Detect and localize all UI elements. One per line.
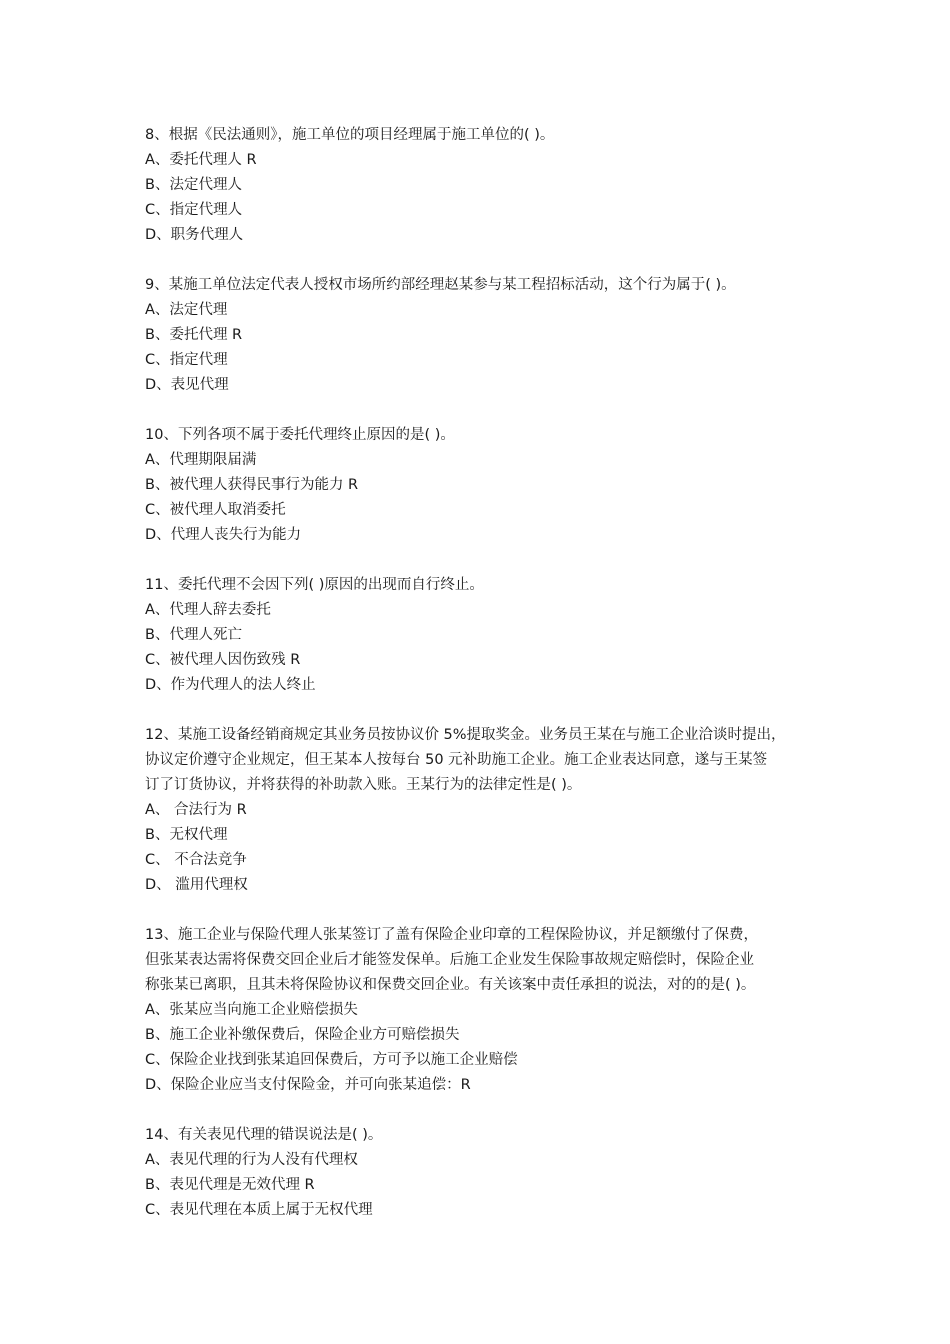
- question-stem-line-1: 12、某施工设备经销商规定其业务员按协议价 5%提取奖金。业务员王某在与施工企业洽谈时提出，: [145, 727, 786, 743]
- option-b: B、委托代理 R: [145, 327, 243, 343]
- option-c: C、指定代理人: [145, 202, 243, 218]
- option-c: C、指定代理: [145, 352, 228, 368]
- question-12: [145, 723, 875, 898]
- question-13: [145, 923, 875, 1098]
- option-b: B、施工企业补缴保费后，保险企业方可赔偿损失: [145, 1027, 460, 1043]
- option-d: D、职务代理人: [145, 227, 244, 243]
- question-stem-line-3: 订了订货协议，并将获得的补助款入账。王某行为的法律定性是( )。: [145, 777, 582, 793]
- option-a: A、法定代理: [145, 302, 228, 318]
- option-d: D、代理人丧失行为能力: [145, 527, 302, 543]
- question-stem: 14、有关表见代理的错误说法是( )。: [145, 1127, 383, 1143]
- option-a: A、 合法行为 R: [145, 802, 247, 818]
- option-a: A、张某应当向施工企业赔偿损失: [145, 1002, 358, 1018]
- question-14: [145, 1123, 875, 1223]
- question-stem: 9、某施工单位法定代表人授权市场所约部经理赵某参与某工程招标活动，这个行为属于( )。: [145, 277, 736, 293]
- question-10: [145, 423, 875, 548]
- option-d: D、表见代理: [145, 377, 229, 393]
- option-b: B、代理人死亡: [145, 627, 242, 643]
- option-d: D、 滥用代理权: [145, 877, 248, 893]
- option-b: B、法定代理人: [145, 177, 242, 193]
- option-a: A、代理期限届满: [145, 452, 257, 468]
- option-b: B、无权代理: [145, 827, 228, 843]
- document-page: [145, 123, 875, 1248]
- question-11: [145, 573, 875, 698]
- option-a: A、委托代理人 R: [145, 152, 257, 168]
- question-stem-line-1: 13、施工企业与保险代理人张某签订了盖有保险企业印章的工程保险协议，并足额缴付了保费，: [145, 927, 758, 943]
- question-stem: 10、下列各项不属于委托代理终止原因的是( )。: [145, 427, 455, 443]
- option-d: D、作为代理人的法人终止: [145, 677, 316, 693]
- option-c: C、保险企业找到张某追回保费后，方可予以施工企业赔偿: [145, 1052, 518, 1068]
- question-stem-line-3: 称张某已离职，且其未将保险协议和保费交回企业。有关该案中责任承担的说法，对的的是( )。: [145, 977, 756, 993]
- option-b: B、被代理人获得民事行为能力 R: [145, 477, 359, 493]
- option-c: C、被代理人取消委托: [145, 502, 286, 518]
- question-stem: 8、根据《民法通则》，施工单位的项目经理属于施工单位的( )。: [145, 127, 555, 143]
- option-c: C、被代理人因伤致残 R: [145, 652, 301, 668]
- option-d: D、保险企业应当支付保险金，并可向张某追偿：R: [145, 1077, 471, 1093]
- question-9: [145, 273, 875, 398]
- question-8: [145, 123, 875, 248]
- question-stem-line-2: 但张某表达需将保费交回企业后才能签发保单。后施工企业发生保险事故规定赔偿时，保险企业: [145, 952, 754, 968]
- option-a: A、表见代理的行为人没有代理权: [145, 1152, 358, 1168]
- option-c: C、表见代理在本质上属于无权代理: [145, 1202, 373, 1218]
- option-c: C、 不合法竞争: [145, 852, 247, 868]
- option-b: B、表见代理是无效代理 R: [145, 1177, 315, 1193]
- question-stem-line-2: 协议定价遵守企业规定，但王某本人按每台 50 元补助施工企业。施工企业表达同意，遂与王某签: [145, 752, 768, 768]
- question-stem: 11、委托代理不会因下列( )原因的出现而自行终止。: [145, 577, 484, 593]
- option-a: A、代理人辞去委托: [145, 602, 271, 618]
